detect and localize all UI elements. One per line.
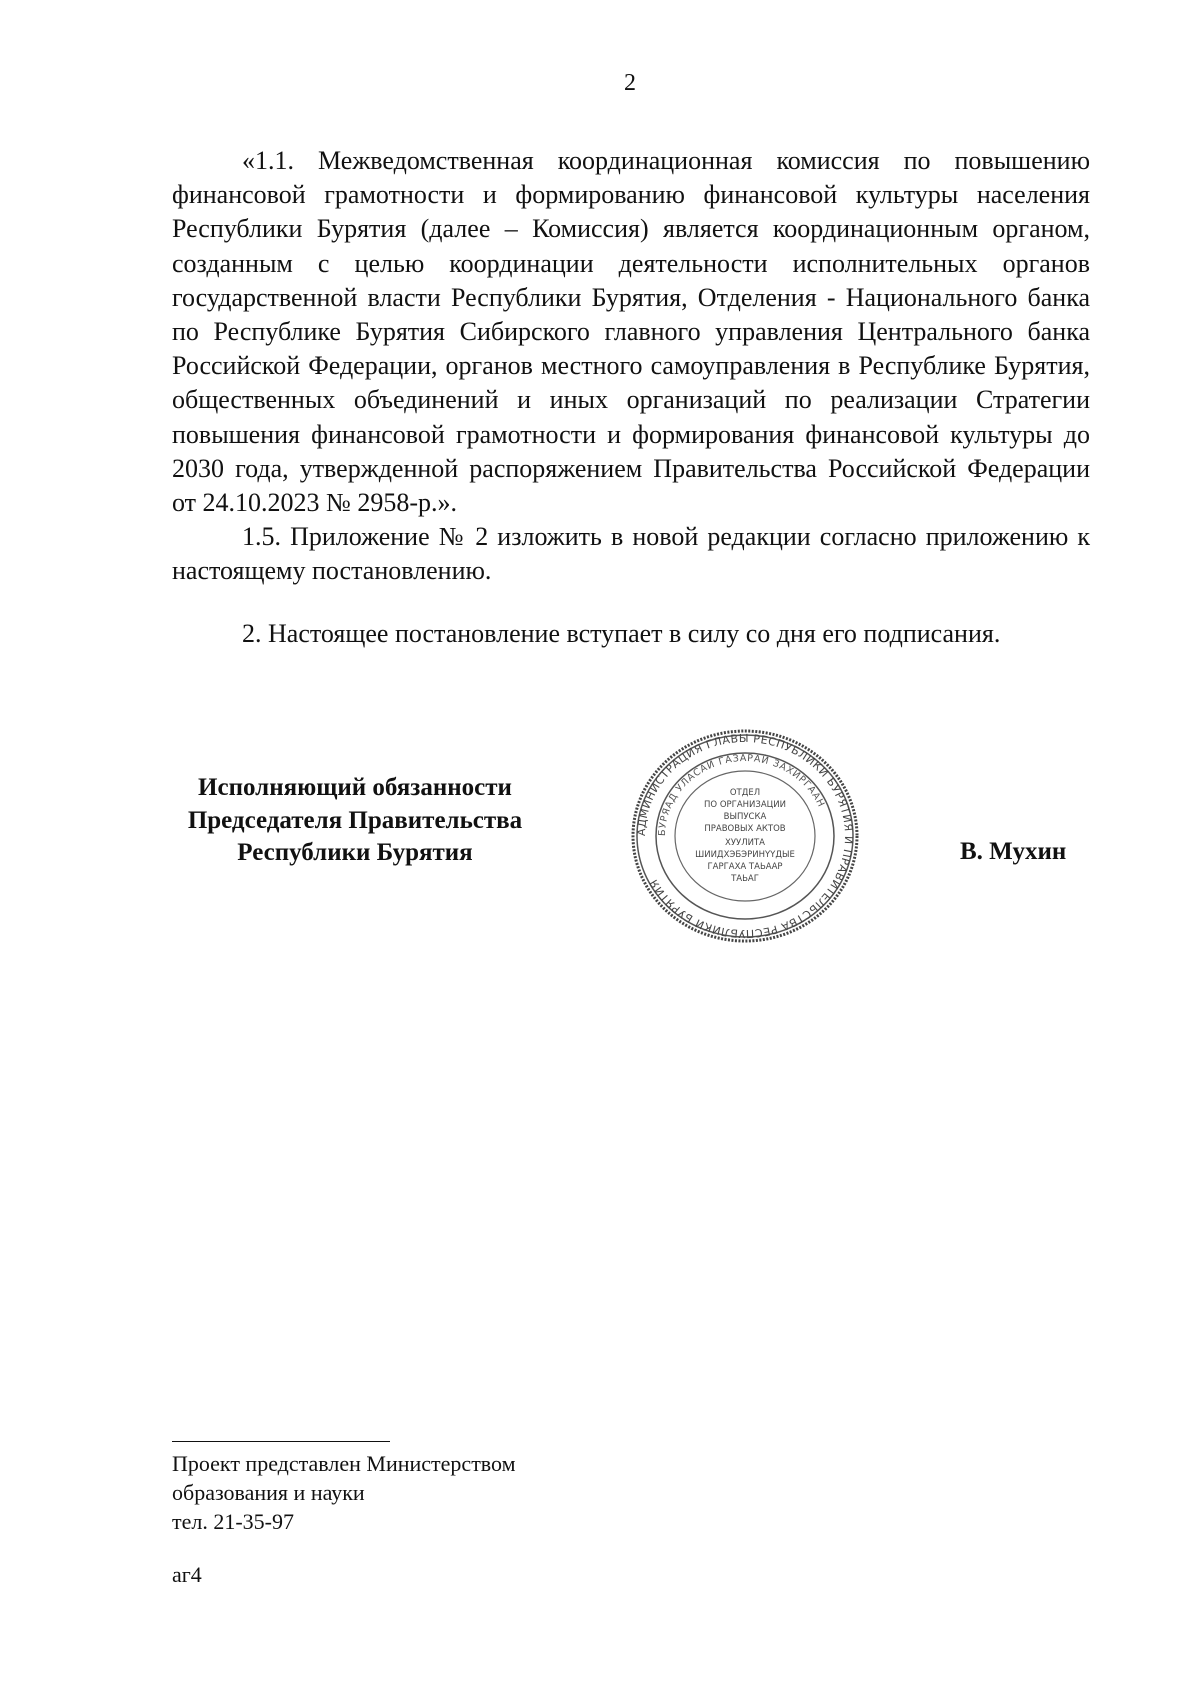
paragraph-1-5: 1.5. Приложение № 2 изложить в новой редакции согласно приложению к настоящему постановлению. (172, 522, 1090, 586)
signatory-name: В. Мухин (960, 838, 1067, 865)
document-code: аг4 (172, 1562, 202, 1587)
signatory-title-line: Председателя Правительства (187, 806, 523, 834)
paragraph-2: 2. Настоящее постановление вступает в силу со дня его подписания. (242, 618, 1001, 648)
seal-center-line: ХУУЛИТА (725, 838, 765, 848)
seal-outer-text: АДМИНИСТРАЦИЯ ГЛАВЫ РЕСПУБЛИКИ БУРЯТИЯ И ПРАВИТЕЛЬСТВА РЕСПУБЛИКИ БУРЯТИЯ (634, 731, 856, 941)
signatory-title (140, 772, 570, 870)
document-body (172, 144, 1090, 651)
official-seal (629, 727, 861, 945)
signatory-title-line: Исполняющий обязанности (198, 774, 512, 801)
seal-inner-text: БУРЯАД УЛАСАЙ ГАЗАРАЙ ЗАХИРГААН (656, 752, 827, 837)
seal-center-line: ПО ОРГАНИЗАЦИИ (704, 800, 786, 810)
footnote (172, 1449, 516, 1536)
seal-center-line: ВЫПУСКА (723, 812, 767, 822)
footnote-line: образования и науки (172, 1480, 365, 1505)
seal-center-line: ПРАВОВЫХ АКТОВ (704, 824, 786, 834)
footnote-divider (172, 1441, 390, 1442)
page-number: 2 (624, 70, 636, 96)
signatory-title-line: Республики Бурятия (237, 839, 473, 866)
seal-center-line: ТАЬАГ (731, 874, 759, 884)
footnote-line: тел. 21-35-97 (172, 1509, 295, 1534)
seal-center-line: ОТДЕЛ (729, 788, 761, 798)
footnote-line: Проект представлен Министерством (172, 1451, 516, 1476)
paragraph-1-1: «1.1. Межведомственная координационная комиссия по повышению финансовой грамотности и формированию финансовой культуры населения Республики Бурятия (далее – Комиссия) является координационным органом, созданным с целью координации деятельности исполнительных органов государственной власти Республики Бурятия, Отделения - Национального банка по Республике Бурятия Сибирского главного управления Центрального банка Российской Федерации, органов местного самоуправления в Республике Бурятия, общественных объединений и иных организаций по реализации Стратегии повышения финансовой грамотности и формирования финансовой культуры до 2030 года, утвержденной распоряжением Правительства Российской Федерации от 24.10.2023 № 2958-р.». (172, 146, 1090, 518)
seal-center-line: ГАРГАХА ТАЬААР (707, 862, 783, 872)
seal-center-line: ШИИДХЭБЭРИНҮҮДЫЕ (695, 850, 795, 860)
